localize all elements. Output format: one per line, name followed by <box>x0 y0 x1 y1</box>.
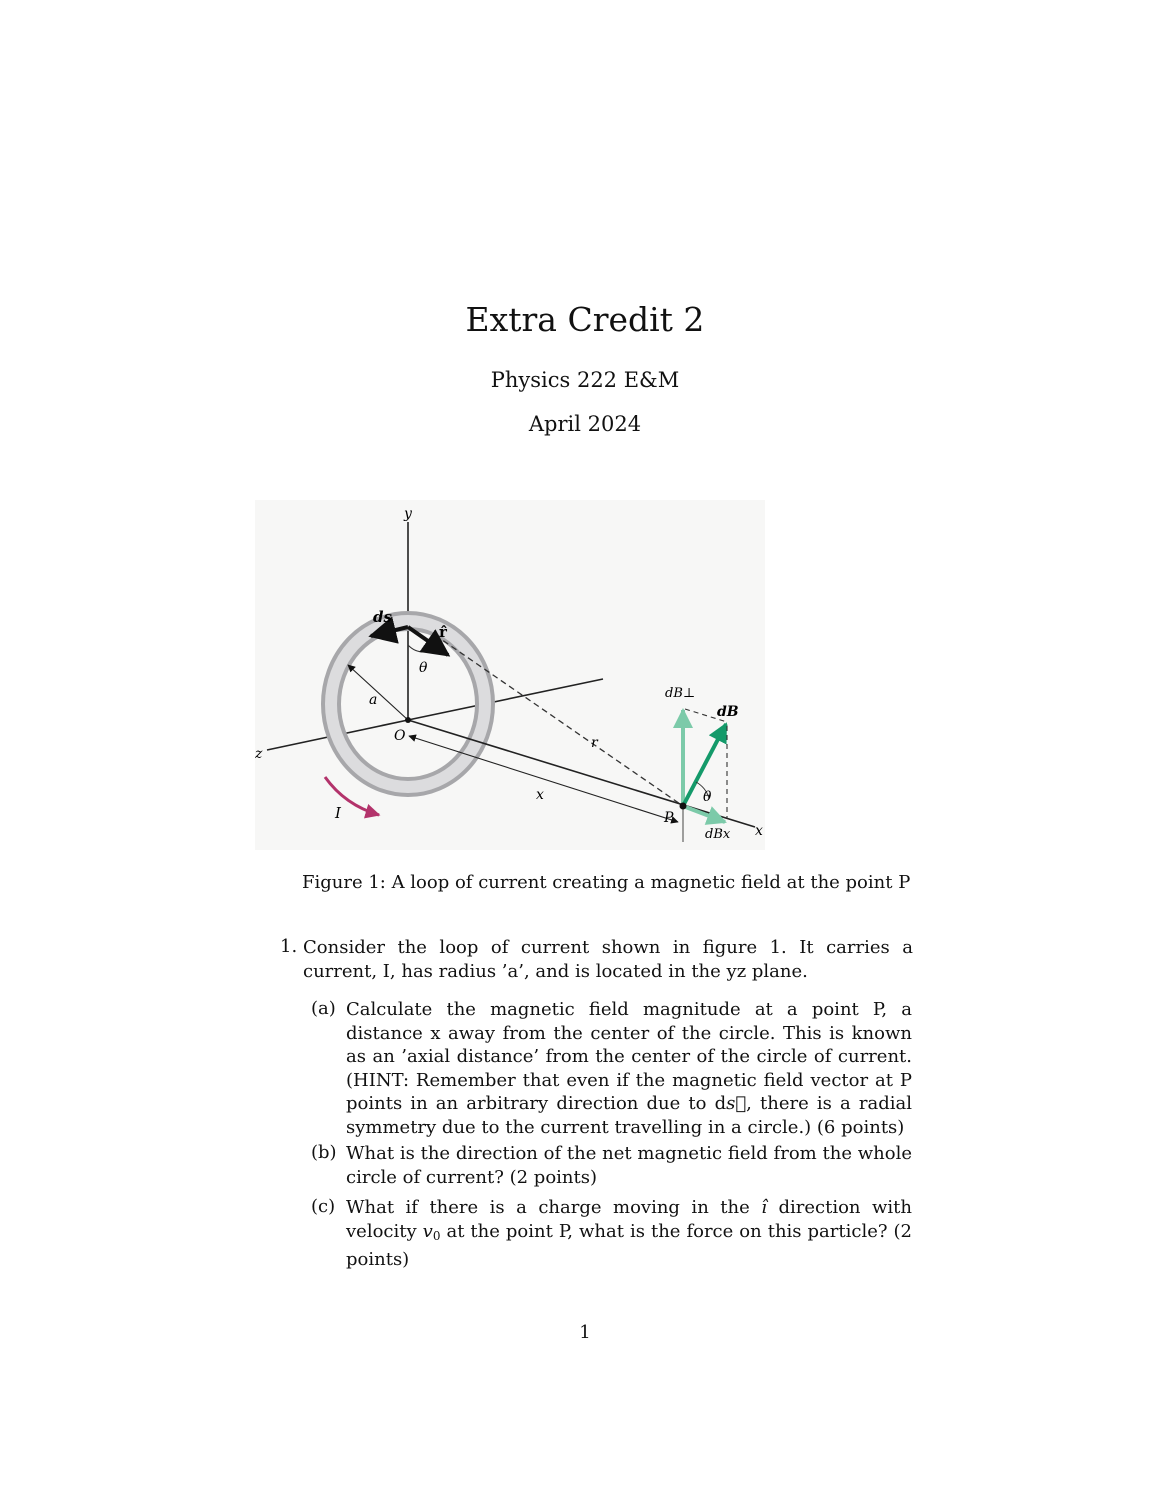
y-axis-label: y <box>404 506 412 522</box>
point-p-dot <box>680 803 687 810</box>
ds-label: ds <box>373 608 392 626</box>
part-c-text-middle: direction with velocity <box>346 1197 912 1242</box>
part-a-text-after: , there is a radial symmetry due to the current travelling in a circle.) (6 points) <box>346 1093 912 1138</box>
x-axis-label: x <box>755 823 763 839</box>
part-c-text-after: at the point P, what is the force on this particle? (2 points) <box>346 1220 912 1270</box>
velocity-symbol <box>423 1221 441 1242</box>
theta-p-label: θ <box>703 789 712 805</box>
current-loop-figure <box>255 500 765 850</box>
distance-x-label: x <box>536 787 544 803</box>
unit-vector-i: î <box>761 1197 767 1218</box>
z-axis-label: z <box>255 746 263 762</box>
part-c-label: (c) <box>311 1196 336 1217</box>
document-date: April 2024 <box>528 412 642 436</box>
part-c-text <box>346 1196 912 1272</box>
dB-label: dB <box>717 704 739 720</box>
r-vector-line <box>435 635 683 806</box>
velocity-subscript: 0 <box>432 1228 441 1243</box>
r-hat-label: r̂ <box>439 623 447 641</box>
document-title: Extra Credit 2 <box>465 300 705 339</box>
ds-symbol: s⃗ <box>726 1093 747 1114</box>
part-a-label: (a) <box>311 998 336 1019</box>
radius-label: a <box>369 692 378 708</box>
point-p-label: P <box>664 810 674 826</box>
origin-label: O <box>394 728 406 744</box>
part-a-text-before: Calculate the magnetic field magnitude at a point P, a distance x away from the center of the circle. This is known as an ’axial distance’ from the center of the circle of current. (HINT: Remember that even if the magnetic field vector at P points in an arbitrary direction due to d <box>346 999 912 1114</box>
dB-x-label: dBx <box>705 827 731 842</box>
current-label: I <box>335 804 341 822</box>
figure-diagram <box>255 500 765 850</box>
part-a-text <box>346 998 912 1139</box>
theta-arc-top <box>408 645 425 652</box>
r-label: r <box>591 735 598 751</box>
page-number: 1 <box>579 1322 591 1343</box>
origin-dot <box>405 717 411 723</box>
part-c-text-before: What if there is a charge moving in the <box>346 1197 750 1218</box>
dB-x-arrow <box>683 806 725 822</box>
part-b-label: (b) <box>311 1142 337 1163</box>
part-b-text: What is the direction of the net magnetic field from the whole circle of current? (2 points) <box>346 1143 912 1188</box>
velocity-letter: v <box>422 1220 433 1242</box>
radius-line <box>348 665 408 720</box>
theta-top-label: θ <box>419 660 428 676</box>
question-text: Consider the loop of current shown in figure 1. It carries a current, I, has radius ’a’, and is located in the yz plane. <box>303 937 913 982</box>
back-axis-line <box>408 679 603 720</box>
course-name: Physics 222 E&M <box>490 368 680 392</box>
dB-perp-label: dB⊥ <box>665 686 696 701</box>
question-number: 1. <box>280 936 298 957</box>
figure-caption: Figure 1: A loop of current creating a magnetic field at the point P <box>302 872 911 893</box>
